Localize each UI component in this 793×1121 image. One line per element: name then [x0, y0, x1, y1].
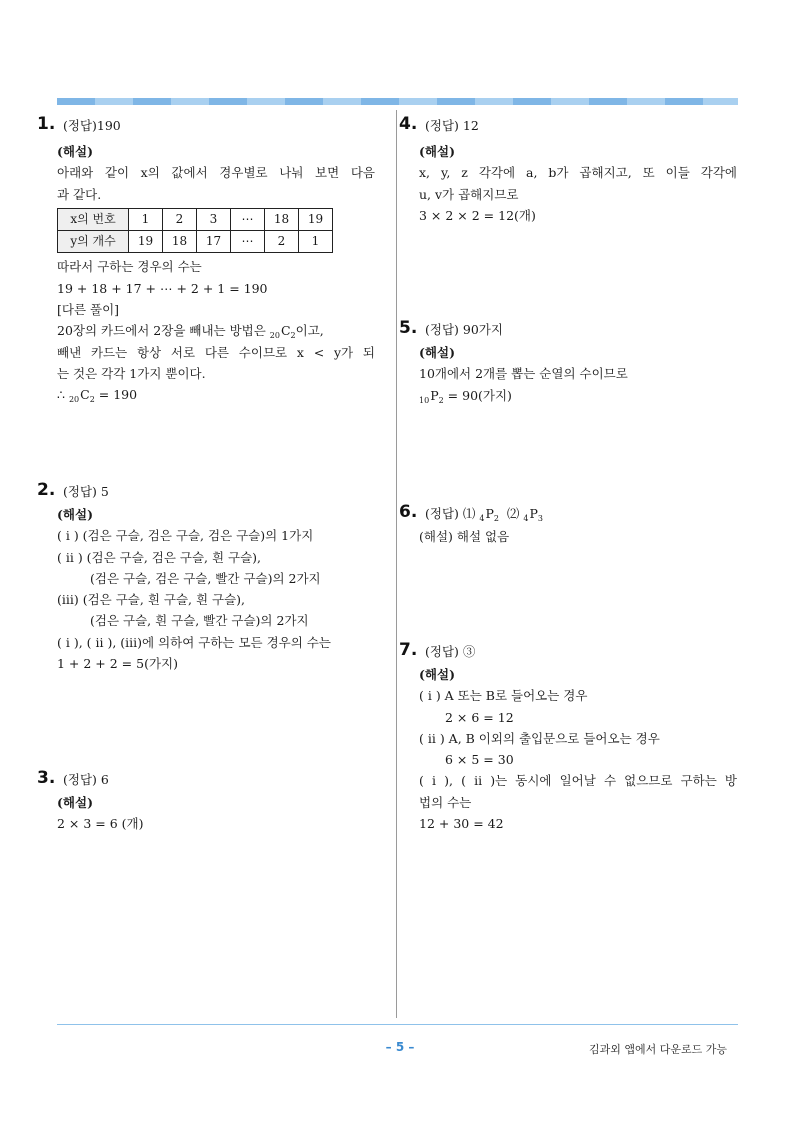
equation: 3 × 2 × 2 = 12(개)	[419, 207, 536, 223]
text-line: [다른 풀이]	[57, 302, 120, 318]
text-line: ( i ), ( ii ), (iii)에 의하여 구하는 모든 경우의 수는	[57, 634, 331, 650]
text-line: (해설) 해설 없음	[419, 529, 510, 544]
table-cell: 19	[129, 231, 163, 253]
problem-6	[399, 502, 739, 562]
problem-4	[399, 114, 739, 234]
answer: (정답) ⑴ $_4P_2$ ⑵ $_4P_3$	[425, 506, 543, 523]
case-line: (검은 구슬, 검은 구슬, 빨간 구슬)의 2가지	[90, 570, 321, 586]
text-line: ( i ), ( ii )는 동시에 일어날 수 없으므로 구하는 방	[419, 773, 737, 789]
solution	[57, 504, 375, 674]
solution	[419, 342, 737, 406]
equation: 6 × 5 = 30	[445, 752, 514, 768]
answer: (정답) ③	[425, 644, 476, 659]
problem-number: 2.	[37, 480, 56, 500]
solution-label: (해설)	[57, 144, 93, 159]
text-line: 는 것은 각각 1가지 뿐이다.	[57, 365, 206, 381]
table-cell: y의 개수	[58, 231, 129, 253]
answer: (정답) 6	[63, 772, 109, 787]
table-cell: ⋯	[231, 231, 265, 253]
text-line: 10개에서 2개를 뽑는 순열의 수이므로	[419, 366, 628, 382]
problem-2	[37, 480, 377, 680]
column-divider	[396, 110, 397, 1018]
solution-label: (해설)	[419, 345, 455, 360]
table-cell: 1	[129, 208, 163, 230]
header-stripe	[57, 98, 738, 105]
equation: 2 × 6 = 12	[445, 709, 514, 725]
solution-label: (해설)	[419, 667, 455, 682]
text-line: u, v가 곱해지므로	[419, 186, 519, 202]
equation: 1 + 2 + 2 = 5(가지)	[57, 656, 178, 672]
table-row	[58, 208, 333, 230]
solution-label: (해설)	[57, 795, 93, 810]
table-cell: 2	[265, 231, 299, 253]
solution	[419, 664, 737, 834]
text-line: x, y, z 각각에 a, b가 곱해지고, 또 이들 각각에	[419, 165, 737, 181]
equation: 19 + 18 + 17 + ⋯ + 2 + 1 = 190	[57, 280, 268, 296]
text-line: 20장의 카드에서 2장을 빼내는 방법은 $_{20}C_2$이고,	[57, 323, 324, 341]
table-cell: 18	[265, 208, 299, 230]
table-cell: x의 번호	[58, 208, 129, 230]
text-line: 아래와 같이 x의 값에서 경우별로 나눠 보면 다음	[57, 165, 375, 181]
equation: 12 + 30 = 42	[419, 816, 504, 832]
text-line: 따라서 구하는 경우의 수는	[57, 259, 202, 275]
value-table	[57, 208, 333, 254]
problem-5	[399, 318, 739, 418]
solution	[419, 141, 737, 226]
table-cell: 1	[299, 231, 333, 253]
problem-number: 6.	[399, 502, 418, 522]
footer-line	[57, 1024, 738, 1025]
solution-label: (해설)	[57, 507, 93, 522]
table-cell: 18	[163, 231, 197, 253]
case-line: ( ii ) A, B 이외의 출입문으로 들어오는 경우	[419, 730, 660, 746]
equation: $_{10}P_2 = 90$(가지)	[419, 387, 512, 405]
case-line: (iii) (검은 구슬, 흰 구슬, 흰 구슬),	[57, 592, 246, 608]
answer: (정답)190	[63, 118, 121, 133]
equation: 2 × 3 = 6 (개)	[57, 816, 144, 832]
case-line: ( i ) (검은 구슬, 검은 구슬, 검은 구슬)의 1가지	[57, 528, 314, 544]
problem-number: 1.	[37, 114, 56, 134]
answer: (정답) 5	[63, 484, 109, 499]
case-line: (검은 구슬, 흰 구슬, 빨간 구슬)의 2가지	[90, 613, 309, 629]
solution	[57, 792, 375, 835]
answer: (정답) 90가지	[425, 322, 503, 337]
table-cell: 2	[163, 208, 197, 230]
problem-7	[399, 640, 739, 840]
solution	[419, 526, 737, 547]
equation: ∴ $_{20}C_2 = 190$	[57, 387, 138, 405]
footer-note: 김과외 앱에서 다운로드 가능	[588, 1043, 727, 1056]
problem-number: 3.	[37, 768, 56, 788]
solution-label: (해설)	[419, 144, 455, 159]
table-cell: 17	[197, 231, 231, 253]
problem-number: 7.	[399, 640, 418, 660]
page-number: – 5 –	[385, 1040, 415, 1054]
case-line: ( ii ) (검은 구슬, 검은 구슬, 흰 구슬),	[57, 549, 262, 565]
text-line: 과 같다.	[57, 186, 102, 202]
table-cell: 19	[299, 208, 333, 230]
problem-3	[37, 768, 377, 848]
table-cell: 3	[197, 208, 231, 230]
case-line: ( i ) A 또는 B로 들어오는 경우	[419, 688, 588, 704]
problem-1	[37, 114, 377, 414]
solution	[57, 141, 375, 406]
table-cell: ⋯	[231, 208, 265, 230]
problem-number: 5.	[399, 318, 418, 338]
problem-number: 4.	[399, 114, 418, 134]
text-line: 빼낸 카드는 항상 서로 다른 수이므로 x < y가 되	[57, 344, 375, 360]
answer: (정답) 12	[425, 118, 479, 133]
table-row	[58, 231, 333, 253]
text-line: 법의 수는	[419, 794, 472, 810]
